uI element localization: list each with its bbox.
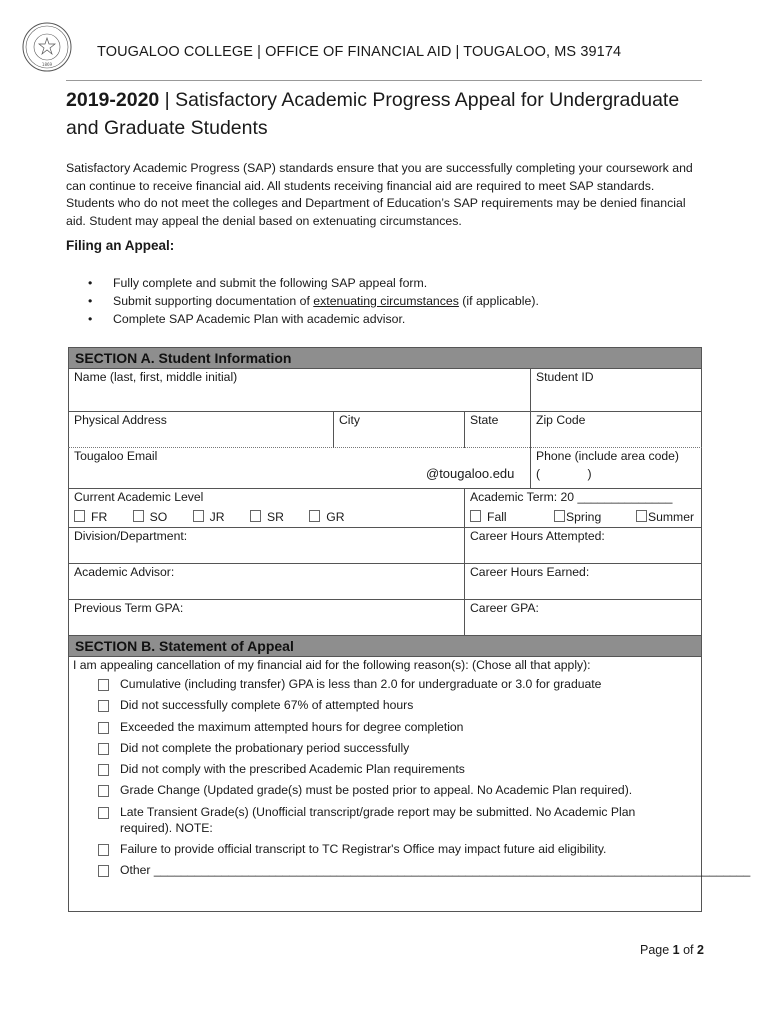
- reason-other[interactable]: Other ________________________________________________________________________________________: [98, 862, 680, 878]
- filing-steps-list: [88, 274, 539, 328]
- reason-gpa[interactable]: Cumulative (including transfer) GPA is less than 2.0 for undergraduate or 3.0 for graduate: [98, 676, 680, 692]
- level-option-so[interactable]: SO: [133, 510, 168, 524]
- career-earned-field-label: Career Hours Earned:: [470, 565, 590, 579]
- extenuating-circumstances-link[interactable]: extenuating circumstances: [313, 294, 459, 308]
- phone-field-label: Phone (include area code): [536, 449, 679, 463]
- title-text: Satisfactory Academic Progress Appeal for Undergraduate and Graduate Students: [66, 89, 680, 139]
- academic-level-options: [68, 508, 373, 526]
- checkbox-icon[interactable]: [74, 510, 85, 522]
- header-text: TOUGALOO COLLEGE | OFFICE OF FINANCIAL AID | TOUGALOO, MS 39174: [97, 44, 622, 60]
- career-gpa-field-label: Career GPA:: [470, 601, 539, 615]
- state-field-label: State: [470, 413, 499, 427]
- student-id-input[interactable]: [530, 385, 702, 411]
- checkbox-icon[interactable]: [98, 700, 109, 712]
- checkbox-icon[interactable]: [133, 510, 144, 522]
- checkbox-icon[interactable]: [309, 510, 320, 522]
- student-id-field-label: Student ID: [536, 370, 594, 384]
- zip-field-label: Zip Code: [536, 413, 586, 427]
- checkbox-icon[interactable]: [98, 764, 109, 776]
- reason-completion-rate[interactable]: Did not successfully complete 67% of attempted hours: [98, 697, 680, 713]
- academic-level-label: Current Academic Level: [74, 490, 204, 504]
- list-item: • Complete SAP Academic Plan with academic advisor.: [88, 312, 406, 326]
- page-title: [66, 86, 716, 142]
- checkbox-icon[interactable]: [636, 510, 647, 522]
- svg-text:1869: 1869: [41, 62, 53, 67]
- list-item: • Submit supporting documentation of extenuating circumstances (if applicable).: [88, 294, 539, 308]
- title-year: 2019-2020: [66, 89, 160, 111]
- appeal-intro-text: I am appealing cancellation of my financial aid for the following reason(s): (Chose all that apply):: [73, 658, 591, 672]
- reason-late-transient-grade[interactable]: Late Transient Grade(s) (Unofficial transcript/grade report may be submitted. No Academic Plan required). NOTE:: [98, 804, 680, 836]
- page-number: Page 1 of 2: [640, 943, 704, 957]
- checkbox-icon[interactable]: [98, 743, 109, 755]
- term-option-fall[interactable]: Fall: [470, 510, 507, 524]
- filing-heading: Filing an Appeal:: [66, 238, 175, 253]
- term-option-spring[interactable]: Spring: [554, 510, 601, 524]
- email-domain-text: @tougaloo.edu: [426, 466, 515, 481]
- checkbox-icon[interactable]: [250, 510, 261, 522]
- advisor-field-label: Academic Advisor:: [74, 565, 175, 579]
- checkbox-icon[interactable]: [193, 510, 204, 522]
- checkbox-icon[interactable]: [98, 844, 109, 856]
- title-separator: |: [159, 89, 176, 111]
- section-b-title: SECTION B. Statement of Appeal: [69, 636, 701, 657]
- email-field-label: Tougaloo Email: [74, 449, 158, 463]
- appeal-reasons-list: [98, 676, 751, 884]
- address-field-label: Physical Address: [74, 413, 167, 427]
- phone-input[interactable]: ( ): [536, 467, 592, 481]
- city-field-label: City: [339, 413, 360, 427]
- career-attempted-field-label: Career Hours Attempted:: [470, 529, 605, 543]
- academic-term-label: Academic Term: 20 ______________: [470, 490, 673, 504]
- reason-academic-plan[interactable]: Did not comply with the prescribed Academic Plan requirements: [98, 761, 680, 777]
- list-item: • Fully complete and submit the following SAP appeal form.: [88, 276, 428, 290]
- level-option-fr[interactable]: FR: [74, 510, 107, 524]
- name-input[interactable]: [68, 385, 530, 411]
- level-option-jr[interactable]: JR: [193, 510, 225, 524]
- college-seal-logo: [22, 22, 72, 72]
- academic-term-options: [464, 508, 702, 524]
- term-option-summer[interactable]: Summer: [636, 510, 694, 524]
- reason-grade-change[interactable]: Grade Change (Updated grade(s) must be posted prior to appeal. No Academic Plan required).: [98, 782, 680, 798]
- name-field-label: Name (last, first, middle initial): [74, 370, 238, 384]
- division-field-label: Division/Department:: [74, 529, 188, 543]
- checkbox-icon[interactable]: [98, 785, 109, 797]
- checkbox-icon[interactable]: [98, 865, 109, 877]
- reason-transcript[interactable]: Failure to provide official transcript to TC Registrar's Office may impact future aid eligibility.: [98, 841, 680, 857]
- bullet-icon: •: [88, 276, 93, 290]
- section-a-title: SECTION A. Student Information: [69, 348, 701, 369]
- bullet-icon: •: [88, 312, 93, 326]
- intro-paragraph: Satisfactory Academic Progress (SAP) standards ensure that you are successfully completing your coursework and can continue to receive financial aid. All students receiving financial aid are required to meet SAP standards. Students who do not meet the colleges and Department of Education’s SAP requirements may be denied financial aid. Student may appeal the denial based on extenuating circumstances.: [66, 161, 693, 228]
- level-option-gr[interactable]: GR: [309, 510, 344, 524]
- level-option-sr[interactable]: SR: [250, 510, 284, 524]
- previous-gpa-field-label: Previous Term GPA:: [74, 601, 184, 615]
- header-divider: [66, 80, 702, 81]
- checkbox-icon[interactable]: [98, 679, 109, 691]
- checkbox-icon[interactable]: [554, 510, 565, 522]
- reason-probation[interactable]: Did not complete the probationary period successfully: [98, 740, 680, 756]
- checkbox-icon[interactable]: [98, 722, 109, 734]
- checkbox-icon[interactable]: [470, 510, 481, 522]
- reason-max-hours[interactable]: Exceeded the maximum attempted hours for degree completion: [98, 719, 680, 735]
- checkbox-icon[interactable]: [98, 807, 109, 819]
- section-a-grid: [68, 347, 702, 637]
- bullet-icon: •: [88, 294, 93, 308]
